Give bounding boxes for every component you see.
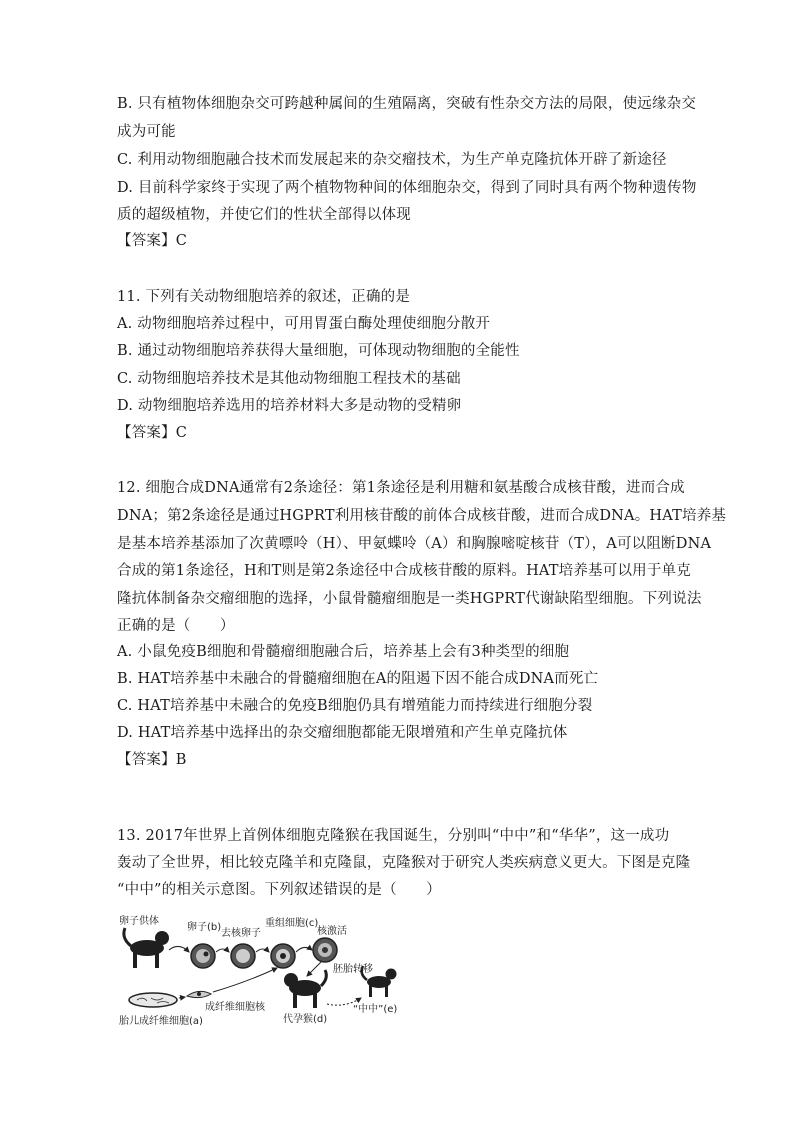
q10-option-b-line2: 成为可能 xyxy=(117,124,176,140)
q12-option-c: C. HAT培养基中未融合的免疫B细胞仍具有增殖能力而持续进行细胞分裂 xyxy=(117,698,593,714)
q11-answer: 【答案】C xyxy=(117,425,188,441)
q12-stem-line5: 隆抗体制备杂交瘤细胞的选择，小鼠骨髓瘤细胞是一类HGPRT代谢缺陷型细胞。下列说法 xyxy=(117,591,702,607)
label-activation: 核激活 xyxy=(317,926,347,937)
cloning-diagram xyxy=(117,908,407,1026)
q12-stem-line1: 12. 细胞合成DNA通常有2条途径：第1条途径是利用糖和氨基酸合成核苷酸，进而合成 xyxy=(117,480,685,496)
q12-stem-line3: 是基本培养基添加了次黄嘌呤（H）、甲氨蝶呤（A）和胸腺嘧啶核苷（T），A可以阻断DNA xyxy=(117,536,712,552)
label-enucleated: 去核卵子 xyxy=(221,928,261,939)
label-donor: 卵子供体 xyxy=(119,916,159,927)
q10-answer: 【答案】C xyxy=(117,233,188,249)
q12-option-b: B. HAT培养基中未融合的骨髓瘤细胞在A的阻遏下因不能合成DNA而死亡 xyxy=(117,671,599,687)
label-transfer: 胚胎转移 xyxy=(333,964,373,975)
fibroblast-cell-icon xyxy=(187,991,211,997)
q11-option-a: A. 动物细胞培养过程中，可用胃蛋白酶处理使细胞分散开 xyxy=(117,316,491,332)
q13-stem-line1: 13. 2017年世界上首例体细胞克隆猴在我国诞生，分别叫“中中”和“华华”，这一成功 xyxy=(117,828,670,844)
label-surrogate: 代孕猴(d) xyxy=(283,1014,328,1025)
q12-option-a: A. 小鼠免疫B细胞和骨髓瘤细胞融合后，培养基上会有3种类型的细胞 xyxy=(117,644,570,660)
enucleated-egg-icon xyxy=(231,944,255,968)
donor-monkey-icon xyxy=(124,928,169,968)
recombined-cell-icon xyxy=(271,944,295,968)
q10-option-c: C. 利用动物细胞融合技术而发展起来的杂交瘤技术，为生产单克隆抗体开辟了新途径 xyxy=(117,152,667,168)
egg-cell-icon xyxy=(191,944,215,968)
q11-option-c: C. 动物细胞培养技术是其他动物细胞工程技术的基础 xyxy=(117,371,461,387)
label-fibroblast-a: 胎儿成纤维细胞(a) xyxy=(119,1016,203,1026)
q13-stem-line3: “中中”的相关示意图。下列叙述错误的是（ ） xyxy=(117,882,441,898)
q11-stem: 11. 下列有关动物细胞培养的叙述，正确的是 xyxy=(117,289,411,305)
q12-stem-line4: 合成的第1条途径，H和T则是第2条途径中合成核苷酸的原料。HAT培养基可以用于单克 xyxy=(117,563,691,579)
label-recombined: 重组细胞(c) xyxy=(265,918,319,929)
label-egg-b: 卵子(b) xyxy=(187,922,222,933)
petri-dish-icon xyxy=(129,993,177,1007)
q12-answer: 【答案】B xyxy=(117,752,187,768)
q12-stem-line6: 正确的是（ ） xyxy=(117,618,235,634)
q10-option-d-line1: D. 目前科学家终于实现了两个植物物种间的体细胞杂交，得到了同时具有两个物种遗传物 xyxy=(117,180,697,196)
q11-option-d: D. 动物细胞培养选用的培养材料大多是动物的受精卵 xyxy=(117,398,462,414)
q10-option-d-line2: 质的超级植物，并使它们的性状全部得以体现 xyxy=(117,207,411,223)
q12-option-d: D. HAT培养基中选择出的杂交瘤细胞都能无限增殖和产生单克隆抗体 xyxy=(117,725,568,741)
q12-stem-line2: DNA；第2条途径是通过HGPRT利用核苷酸的前体合成核苷酸，进而合成DNA。HAT培养基 xyxy=(117,508,727,524)
label-clone-e: “中中”(e) xyxy=(353,1004,398,1015)
q13-stem-line2: 轰动了全世界，相比较克隆羊和克隆鼠，克隆猴对于研究人类疾病意义更大。下图是克隆 xyxy=(117,855,691,871)
label-nucleus: 成纤维细胞核 xyxy=(205,1002,265,1013)
activated-embryo-icon xyxy=(313,938,337,962)
q11-option-b: B. 通过动物细胞培养获得大量细胞，可体现动物细胞的全能性 xyxy=(117,343,520,359)
q10-option-b-line1: B. 只有植物体细胞杂交可跨越种属间的生殖隔离，突破有性杂交方法的局限，使远缘杂交 xyxy=(117,96,697,112)
surrogate-monkey-icon xyxy=(284,970,326,1008)
